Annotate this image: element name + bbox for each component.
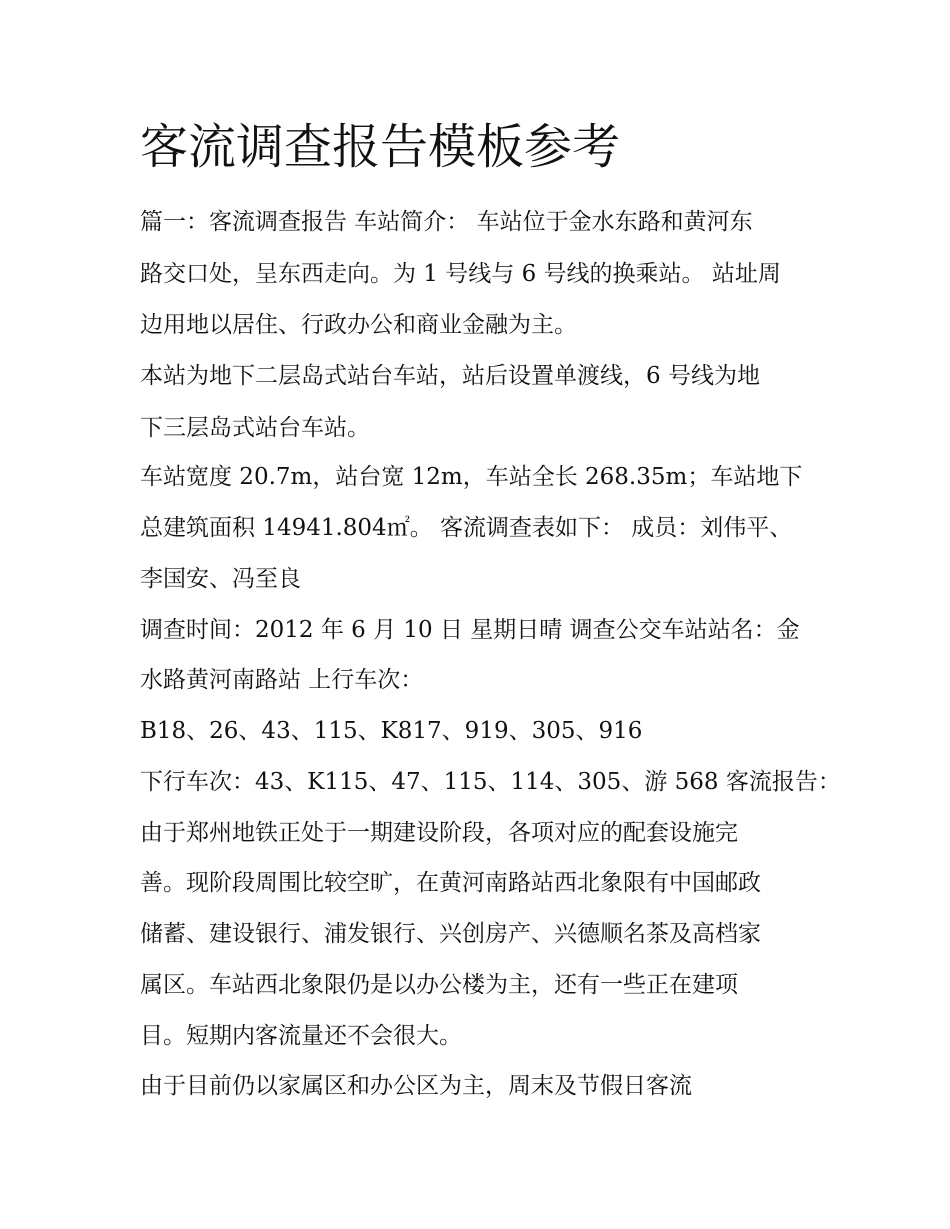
body-line: 边用地以居住、行政办公和商业金融为主。 <box>140 312 577 338</box>
body-line: 本站为地下二层岛式站台车站，站后设置单渡线，6 号线为地 <box>140 363 760 389</box>
body-line: 属区。车站西北象限仍是以办公楼为主，还有一些正在建项 <box>140 972 738 998</box>
document-title: 客流调查报告模板参考 <box>140 119 621 175</box>
body-line: 车站宽度 20.7m，站台宽 12m，车站全长 268.35m；车站地下 <box>140 464 803 490</box>
body-line: 储蓄、建设银行、浦发银行、兴创房产、兴德顺名茶及高档家 <box>140 921 761 947</box>
body-line: 水路黄河南路站 上行车次： <box>140 667 424 693</box>
body-line: 路交口处，呈东西走向。为 1 号线与 6 号线的换乘站。 站址周 <box>140 261 781 287</box>
body-line: 篇一：客流调查报告 车站简介： 车站位于金水东路和黄河东 <box>140 209 753 235</box>
body-line: 下行车次：43、K115、47、115、114、305、游 568 客流报告： <box>140 769 841 795</box>
body-line: 善。现阶段周围比较空旷，在黄河南路站西北象限有中国邮政 <box>140 870 761 896</box>
body-line: 由于郑州地铁正处于一期建设阶段，各项对应的配套设施完 <box>140 820 738 846</box>
body-line: 李国安、冯至良 <box>140 566 301 592</box>
body-line: 下三层岛式站台车站。 <box>140 415 370 441</box>
body-line: 目。短期内客流量还不会很大。 <box>140 1023 462 1049</box>
body-line: 总建筑面积 14941.804㎡。 客流调查表如下： 成员：刘伟平、 <box>140 515 793 541</box>
body-line: 由于目前仍以家属区和办公区为主，周末及节假日客流 <box>140 1073 692 1099</box>
body-line: B18、26、43、115、K817、919、305、916 <box>140 718 643 744</box>
body-line: 调查时间：2012 年 6 月 10 日 星期日晴 调查公交车站站名：金 <box>140 617 800 643</box>
